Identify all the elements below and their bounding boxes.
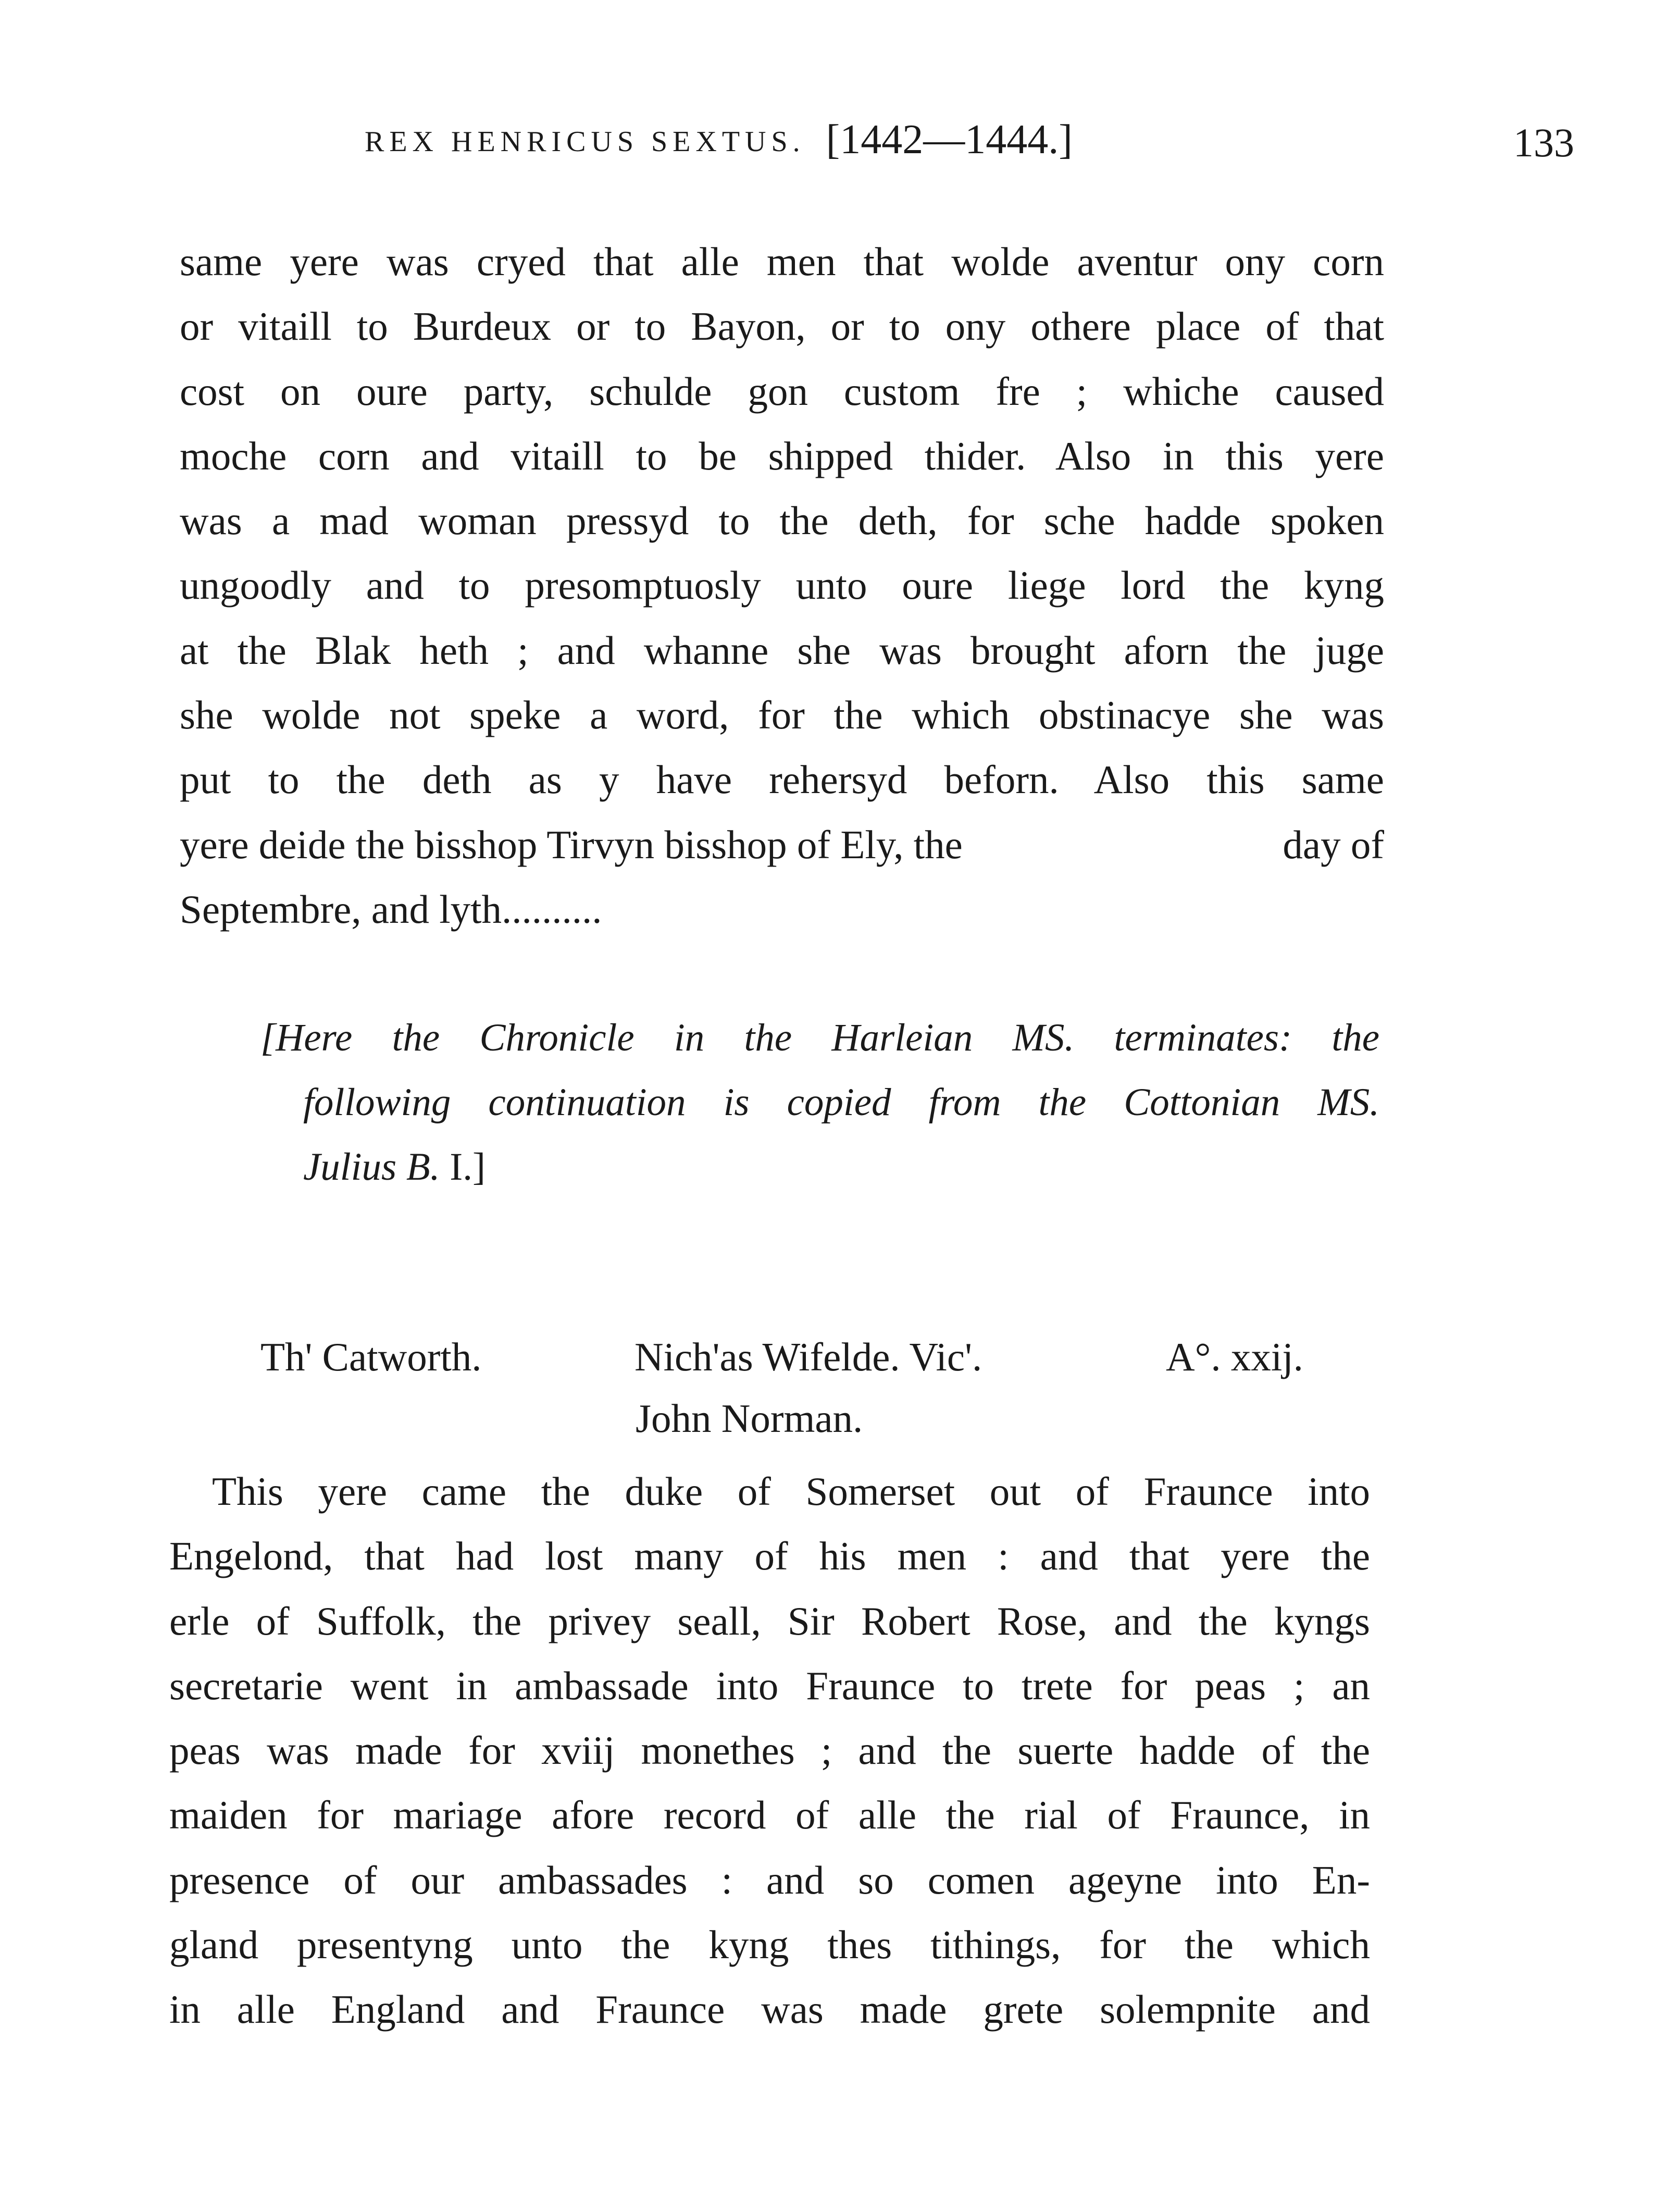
text-line: erle of Suffolk, the privey seall, Sir Robert Rose, and the kyngs — [169, 1598, 1370, 1643]
mayor-name: Th' Catworth. — [260, 1334, 482, 1379]
note-citation: Julius B. — [303, 1145, 440, 1189]
note-line — [260, 1135, 1379, 1200]
paragraph-harleian-end — [180, 229, 1384, 942]
page-number: 133 — [1513, 120, 1574, 165]
regnal-year: A°. xxij. — [1166, 1334, 1303, 1379]
text-line: or vitaill to Burdeux or to Bayon, or to ony othere place of that — [180, 304, 1384, 349]
text-line: secretarie went in ambassade into Fraunce to trete for peas ; an — [169, 1663, 1370, 1708]
text-line: Engelond, that had lost many of his men : and that yere the — [169, 1534, 1370, 1579]
text-line: same yere was cryed that alle men that wolde aventur ony corn — [180, 239, 1384, 284]
text-line: gland presentyng unto the kyng thes tithings, for the which — [169, 1922, 1370, 1968]
note-line: [Here the Chronicle in the Harleian MS. terminates: the — [260, 1016, 1379, 1059]
note-citation-end: I.] — [440, 1145, 486, 1189]
text-line: was a mad woman pressyd to the deth, for sche hadde spoken — [180, 498, 1384, 543]
day-line-right: day of — [1283, 822, 1384, 867]
text-line: This yere came the duke of Somerset out of Fraunce into — [212, 1469, 1370, 1514]
text-line-with-gap — [180, 812, 1384, 877]
running-header — [365, 117, 1073, 163]
text-line: at the Blak heth ; and whanne she was brought aforn the juge — [180, 627, 1384, 673]
day-line-left: yere deide the bisshop Tirvyn bisshop of Ely, the — [180, 822, 963, 867]
text-line: she wolde not speke a word, for the which obstinacye she was — [180, 693, 1384, 738]
text-line: Septembre, and lyth.......... — [180, 886, 602, 932]
text-line: moche corn and vitaill to be shipped thider. Also in this yere — [180, 433, 1384, 478]
sheriffs-year-heading — [0, 1326, 1680, 1451]
header-years: [1442—1444.] — [826, 117, 1073, 163]
paragraph-cottonian — [169, 1459, 1370, 2042]
text-line: presence of our ambassades : and so comen ageyne into En- — [169, 1857, 1370, 1902]
note-line: following continuation is copied from the Cottonian MS. — [303, 1081, 1379, 1124]
sheriff-name-1: Nich'as Wifelde. Vic'. — [634, 1334, 982, 1379]
text-line: cost on oure party, schulde gon custom fre ; whiche caused — [180, 368, 1384, 414]
editorial-note — [260, 1006, 1379, 1200]
text-line: put to the deth as y have rehersyd beforn. Also this same — [180, 757, 1384, 802]
running-title: REX HENRICUS SEXTUS. — [365, 126, 805, 158]
sheriff-name-2: John Norman. — [636, 1396, 863, 1441]
text-line: ungoodly and to presomptuosly unto oure liege lord the kyng — [180, 563, 1384, 608]
text-line: maiden for mariage afore record of alle the rial of Fraunce, in — [169, 1792, 1370, 1838]
text-line: in alle England and Fraunce was made grete solempnite and — [169, 1987, 1370, 2032]
text-line: peas was made for xviij monethes ; and the suerte hadde of the — [169, 1728, 1370, 1773]
